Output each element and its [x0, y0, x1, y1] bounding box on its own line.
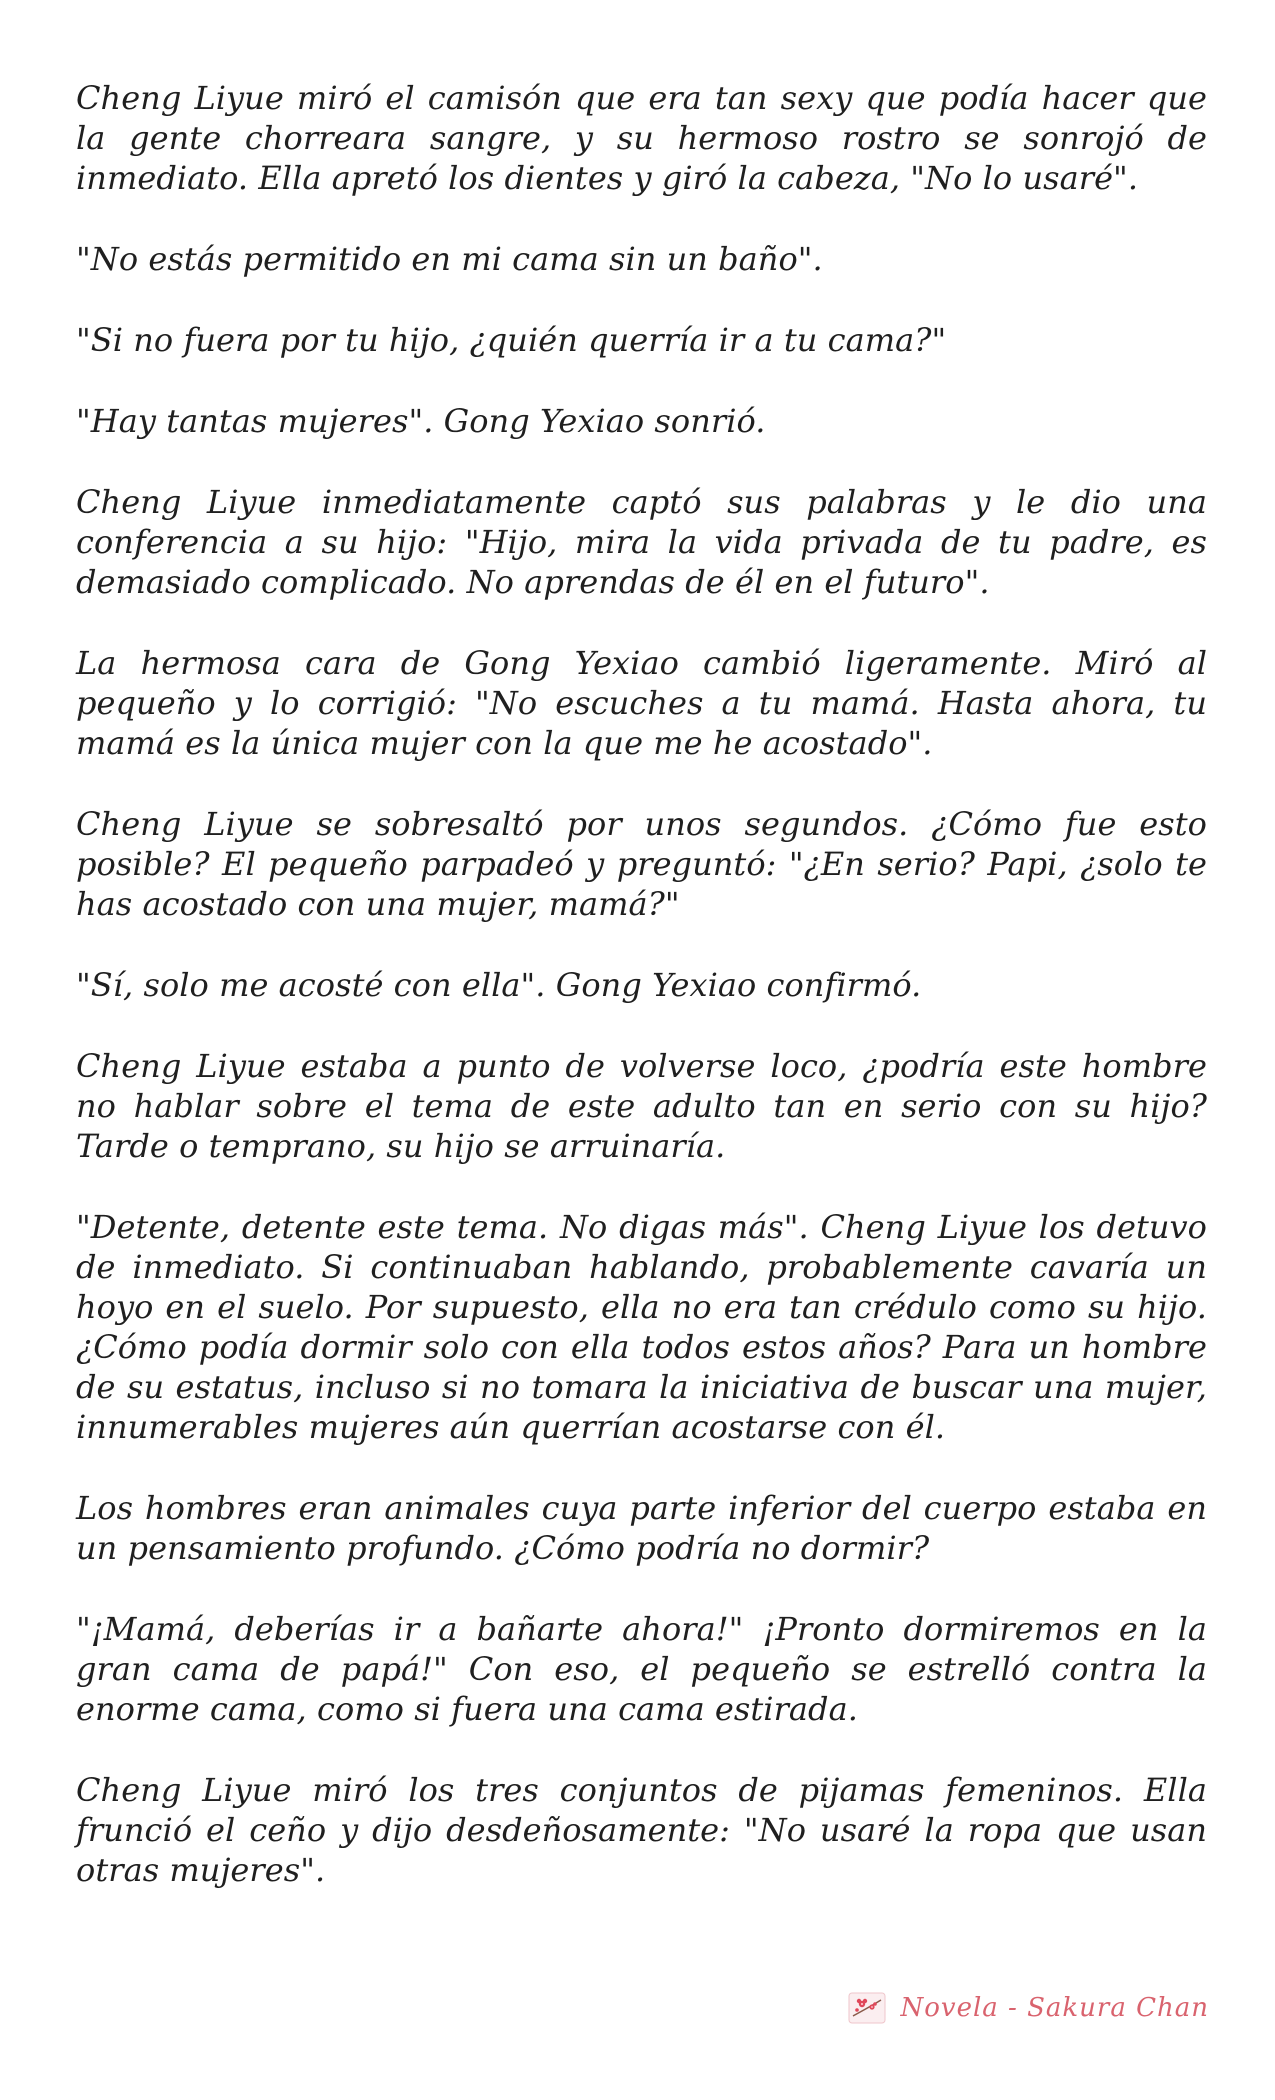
paragraph-2: "No estás permitido en mi cama sin un baño". — [76, 240, 823, 278]
watermark-text: Novela - Sakura Chan — [900, 1993, 1209, 2023]
paragraph-8: "Sí, solo me acosté con ella". Gong Yexiao confirmó. — [76, 966, 922, 1004]
paragraph-10: "Detente, detente este tema. No digas más". Cheng Liyue los detuvo de inmediato. Si continuaban hablando, probablemente cavaría un hoyo en el suelo. Por supuesto, ella no era tan crédulo como su hijo. ¿Cómo podía dormir solo con ella todos estos años? Para un hombre de su estatus, incluso si no tomara la iniciativa de buscar una mujer, innumerables mujeres aún querrían acostarse con él. — [76, 1208, 1207, 1446]
sakura-blossom-icon — [848, 1992, 886, 2024]
paragraph-13: Cheng Liyue miró los tres conjuntos de pijamas femeninos. Ella frunció el ceño y dijo desdeñosamente: "No usaré la ropa que usan otras mujeres". — [76, 1771, 1207, 1889]
paragraph-5: Cheng Liyue inmediatamente captó sus palabras y le dio una conferencia a su hijo: "Hijo, mira la vida privada de tu padre, es demasiado complicado. No aprendas de él en el futuro". — [76, 483, 1207, 601]
paragraph-9: Cheng Liyue estaba a punto de volverse loco, ¿podría este hombre no hablar sobre el tema de este adulto tan en serio con su hijo? Tarde o temprano, su hijo se arruinaría. — [76, 1047, 1207, 1165]
paragraph-7: Cheng Liyue se sobresaltó por unos segundos. ¿Cómo fue esto posible? El pequeño parpadeó y preguntó: "¿En serio? Papi, ¿solo te has acostado con una mujer, mamá?" — [76, 805, 1207, 923]
paragraph-11: Los hombres eran animales cuya parte inferior del cuerpo estaba en un pensamiento profundo. ¿Cómo podría no dormir? — [76, 1489, 1207, 1567]
paragraph-3: "Si no fuera por tu hijo, ¿quién querría ir a tu cama?" — [76, 321, 947, 359]
paragraph-12: "¡Mamá, deberías ir a bañarte ahora!" ¡Pronto dormiremos en la gran cama de papá!" Con eso, el pequeño se estrelló contra la enorme cama, como si fuera una cama estirada. — [76, 1610, 1207, 1728]
watermark — [848, 1988, 1209, 2028]
paragraph-6: La hermosa cara de Gong Yexiao cambió ligeramente. Miró al pequeño y lo corrigió: "No escuches a tu mamá. Hasta ahora, tu mamá es la única mujer con la que me he acostado". — [76, 644, 1207, 762]
paragraph-1: Cheng Liyue miró el camisón que era tan sexy que podía hacer que la gente chorreara sangre, y su hermoso rostro se sonrojó de inmediato. Ella apretó los dientes y giró la cabeza, "No lo usaré". — [76, 79, 1207, 197]
paragraph-4: "Hay tantas mujeres". Gong Yexiao sonrió. — [76, 402, 766, 440]
